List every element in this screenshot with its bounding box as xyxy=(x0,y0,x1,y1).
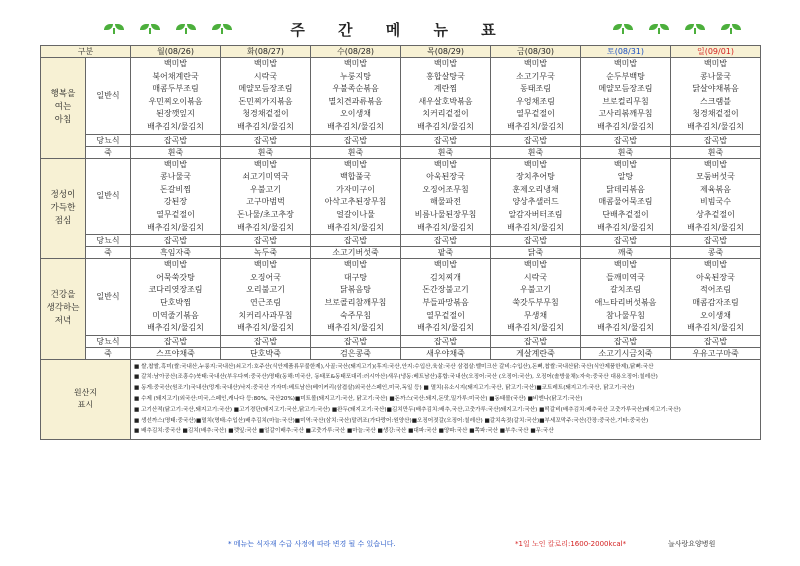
porridge-cell: 닭죽 xyxy=(491,247,581,259)
origin-label-line: 원산지 xyxy=(73,387,98,397)
lunch-diabetic-row xyxy=(41,235,761,247)
menu-cell xyxy=(311,58,401,135)
menu-item: 시락국 xyxy=(523,272,548,282)
menu-item: 매콤물어묵조림 xyxy=(598,197,653,207)
menu-item: 새우살호박볶음 xyxy=(418,96,473,106)
menu-item: 매콤감자조림 xyxy=(692,297,739,307)
menu-item: 우엉채조림 xyxy=(516,96,555,106)
menu-cell xyxy=(581,58,671,135)
menu-item: 백미밥 xyxy=(253,260,278,270)
meal-label-line: 생각하는 xyxy=(46,303,80,314)
page-title: 주 간 메 뉴 표 xyxy=(290,21,510,39)
menu-cell xyxy=(671,158,761,235)
menu-item: 누룽지탕 xyxy=(340,71,371,81)
menu-item: 갈치조림 xyxy=(610,285,641,295)
origin-content xyxy=(131,359,761,440)
menu-item: 고사리볶깨무침 xyxy=(598,109,653,119)
menu-item: 배추김치/물김치 xyxy=(327,222,384,232)
porridge-cell: 흰죽 xyxy=(491,146,581,158)
menu-item: 백미밥 xyxy=(163,260,188,270)
menu-item: 백미밥 xyxy=(343,159,368,169)
menu-item: 백미밥 xyxy=(433,260,458,270)
day-header-wed: 수(08/28) xyxy=(311,46,401,58)
menu-cell xyxy=(311,158,401,235)
menu-item: 해물파전 xyxy=(430,197,461,207)
origin-row xyxy=(41,359,761,440)
menu-item: 동태조림 xyxy=(520,84,551,94)
breakfast-regular-row xyxy=(41,58,761,135)
porridge-cell: 흰죽 xyxy=(671,146,761,158)
menu-item: 아욱된장국 xyxy=(426,172,465,182)
meal-label-line: 저녁 xyxy=(54,316,72,327)
menu-item: 제육볶음 xyxy=(700,184,731,194)
menu-item: 우불족순볶음 xyxy=(332,84,379,94)
breakfast-porridge-row xyxy=(41,146,761,158)
diabetic-cell: 잡곡밥 xyxy=(491,335,581,347)
menu-item: 백미밥 xyxy=(343,59,368,68)
origin-line: ■ 수제 (돼지고기(외국산:미국,스페인,캐나다 등:80%, 국산20%)■미트볼(돼지고기:국산, 닭고기:국산) ■돈까스(국산:돼지,돈맛,밀가루:미국산) ■동태볼(국산) ■비엔나(닭고기:국산) xyxy=(134,396,583,403)
menu-item: 소고기무국 xyxy=(516,71,555,81)
porridge-cell: 흰죽 xyxy=(131,146,221,158)
porridge-cell: 단호박죽 xyxy=(221,347,311,359)
menu-item: 닭데리볶음 xyxy=(606,184,645,194)
menu-cell xyxy=(491,58,581,135)
menu-cell xyxy=(221,58,311,135)
meal-label-line: 행복을 xyxy=(50,89,76,100)
menu-item: 순두부백탕 xyxy=(606,71,645,81)
menu-item: 알탕 xyxy=(617,172,634,182)
menu-item: 우불고기 xyxy=(250,184,281,194)
menu-item: 청경채겉절이 xyxy=(692,109,739,119)
day-header-sun: 일(09/01) xyxy=(671,46,761,58)
menu-item: 콩나물국 xyxy=(700,71,731,81)
menu-cell xyxy=(581,259,671,336)
menu-item: 고구마범벅 xyxy=(246,197,285,207)
menu-item: 돈나물/초고추장 xyxy=(237,209,294,219)
gubun-header: 구분 xyxy=(41,46,131,58)
origin-line: ■ 생선까스(명태:중국산)■멸치(명태:수입산)배추김치(마늘:국산)■미역:국산(삼치:국산)말려조(가다랑어:원양산)■오징어젓갈(오징어:칠레산) ■갈치속젓(갈치:국산)■부세꼬막주:국산(간장:중국산,기타:중국산) xyxy=(134,417,649,424)
diabetic-cell: 잡곡밥 xyxy=(131,235,221,247)
diabetic-label: 당뇨식 xyxy=(86,335,131,347)
menu-item: 쇠고기미역국 xyxy=(242,172,289,182)
menu-item: 배추김치/물김치 xyxy=(147,222,204,232)
menu-item: 오리불고기 xyxy=(246,285,285,295)
menu-cell xyxy=(221,259,311,336)
origin-line: ■ 동게:중국산(원조기)국내산(멍게:국내산)낙지:중국산 가자미:베트남산(베이커리(삼겹살)외국산스페인,미국,독일 등) ■ 멸치(유소시지(돼지고기:국산, 닭고기:국산)■코트레트(돼지고기:국산, 닭고기:국산) xyxy=(134,385,635,392)
meal-label-line: 정성이 xyxy=(50,189,76,200)
diabetic-cell: 잡곡밥 xyxy=(401,335,491,347)
breakfast-diabetic-row xyxy=(41,134,761,146)
menu-item: 백미밥 xyxy=(613,159,638,169)
menu-item: 단호박찜 xyxy=(160,297,191,307)
menu-item: 북어채계란국 xyxy=(152,71,199,81)
porridge-cell: 녹두죽 xyxy=(221,247,311,259)
menu-item: 강된장 xyxy=(163,197,188,207)
menu-item: 홍합살탕국 xyxy=(426,71,465,81)
menu-cell xyxy=(401,158,491,235)
menu-cell xyxy=(401,58,491,135)
menu-item: 김치찌개 xyxy=(430,272,461,282)
breakfast-label xyxy=(41,58,86,159)
menu-item: 아삭고추된장무침 xyxy=(324,197,387,207)
regular-label: 일반식 xyxy=(86,158,131,235)
origin-label xyxy=(41,359,131,440)
menu-item: 무생채 xyxy=(523,310,548,320)
meal-label-line: 가득한 xyxy=(50,202,76,213)
diabetic-cell: 잡곡밥 xyxy=(581,235,671,247)
origin-line: ■ 고기산적(닭고기:국산,돼지고기:국산) ■고기경단(돼지고기:국산,닭고기:국산) ■완두(돼지고기:국산)■김치만두(배추김치:배추,국산,고춧가루:국산)돼지고기:국산) ■떡갈비(배추김치:배추국산 고춧가루국산)돼지고기:국산) xyxy=(134,406,681,413)
dinner-porridge-row xyxy=(41,347,761,359)
diabetic-cell: 잡곡밥 xyxy=(311,335,401,347)
menu-item: 메얄모듬장조림 xyxy=(598,84,653,94)
menu-item: 대구탕 xyxy=(343,272,368,282)
notice-footnote: * 메뉴는 식자재 수급 사정에 따라 변경 될 수 있습니다. xyxy=(228,540,396,548)
porridge-cell: 소고기시금치죽 xyxy=(581,347,671,359)
porridge-cell: 흰죽 xyxy=(401,146,491,158)
menu-item: 배추김치/물김치 xyxy=(327,121,384,131)
menu-item: 백미밥 xyxy=(433,159,458,169)
menu-item: 배추김치/물김치 xyxy=(237,222,294,232)
menu-item: 알감자버터조림 xyxy=(508,209,563,219)
menu-item: 배추김치/물김치 xyxy=(417,323,474,333)
porridge-cell: 흰죽 xyxy=(221,146,311,158)
dinner-label xyxy=(41,259,86,360)
menu-item: 배추김치/물김치 xyxy=(507,323,564,333)
menu-item: 백미밥 xyxy=(703,59,728,68)
menu-item: 장치추어탕 xyxy=(516,172,555,182)
menu-cell xyxy=(221,158,311,235)
menu-item: 오징어조무침 xyxy=(422,184,469,194)
facility-name: 늘사랑요양병원 xyxy=(668,540,716,548)
porridge-cell: 팥죽 xyxy=(401,247,491,259)
menu-item: 닭볶음탕 xyxy=(340,285,371,295)
diabetic-cell: 잡곡밥 xyxy=(131,134,221,146)
menu-item: 미역줄기볶음 xyxy=(152,310,199,320)
menu-item: 부들파망볶음 xyxy=(422,297,469,307)
menu-item: 오이생채 xyxy=(700,310,731,320)
menu-item: 아욱된장국 xyxy=(696,272,735,282)
menu-item: 돈간장불고기 xyxy=(422,285,469,295)
menu-item: 시락국 xyxy=(253,71,278,81)
header-row xyxy=(41,46,761,58)
meal-label-line: 아침 xyxy=(54,115,72,126)
diabetic-cell: 잡곡밥 xyxy=(491,134,581,146)
regular-label: 일반식 xyxy=(86,259,131,336)
porridge-cell: 검은콩죽 xyxy=(311,347,401,359)
menu-item: 배추김치/물김치 xyxy=(687,222,744,232)
lunch-regular-row xyxy=(41,158,761,235)
day-header-fri: 금(08/30) xyxy=(491,46,581,58)
diabetic-label: 당뇨식 xyxy=(86,235,131,247)
menu-item: 코다리엿장조림 xyxy=(148,285,203,295)
diabetic-cell: 잡곡밥 xyxy=(221,235,311,247)
menu-item: 된장깻잎지 xyxy=(156,109,195,119)
menu-cell xyxy=(491,158,581,235)
menu-item: 돈갈비찜 xyxy=(160,184,191,194)
menu-item: 계란찜 xyxy=(433,84,458,94)
menu-item: 돈민찌가지볶음 xyxy=(238,96,293,106)
menu-item: 오이생채 xyxy=(340,109,371,119)
origin-line: ■ 배추김치:중국산 ■김치(배추:국산) ■깻잎:국산 ■얼갈이배추:국산 ■고춧가루:국산 ■마늘:국산 ■생강:국산 ■대파:국산 ■양파:국산 ■쪽파:국산 ■부추:국산 ■무:국산 xyxy=(134,428,554,435)
porridge-cell: 게살계란죽 xyxy=(491,347,581,359)
porridge-label: 죽 xyxy=(86,146,131,158)
menu-cell xyxy=(491,259,581,336)
porridge-cell: 새우야채죽 xyxy=(401,347,491,359)
menu-item: 브로콜리참깨무침 xyxy=(324,297,387,307)
day-header-tue: 화(08/27) xyxy=(221,46,311,58)
menu-item: 배추김치/물김치 xyxy=(597,323,654,333)
diabetic-cell: 잡곡밥 xyxy=(671,134,761,146)
menu-item: 배추김치/물김치 xyxy=(147,121,204,131)
menu-item: 적어조림 xyxy=(700,285,731,295)
diabetic-cell: 잡곡밥 xyxy=(401,235,491,247)
porridge-cell: 흰죽 xyxy=(311,146,401,158)
menu-item: 치커리겉절이 xyxy=(422,109,469,119)
menu-item: 열무겉절이 xyxy=(426,310,465,320)
menu-item: 어묵쑥갓탕 xyxy=(156,272,195,282)
menu-item: 비빔국수 xyxy=(700,197,731,207)
menu-item: 닭살야채볶음 xyxy=(692,84,739,94)
menu-item: 백미밥 xyxy=(523,260,548,270)
diabetic-cell: 잡곡밥 xyxy=(221,134,311,146)
menu-cell xyxy=(671,259,761,336)
menu-item: 백미밥 xyxy=(613,260,638,270)
menu-item: 배추김치/물김치 xyxy=(687,323,744,333)
menu-item: 메얄모듬장조림 xyxy=(238,84,293,94)
diabetic-cell: 잡곡밥 xyxy=(311,235,401,247)
menu-item: 백미밥 xyxy=(613,59,638,68)
menu-item: 오징어국 xyxy=(250,272,281,282)
diabetic-cell: 잡곡밥 xyxy=(491,235,581,247)
menu-item: 배추김치/물김치 xyxy=(147,323,204,333)
diabetic-cell: 잡곡밥 xyxy=(671,335,761,347)
diabetic-label: 당뇨식 xyxy=(86,134,131,146)
origin-line: ■ 쌀,찹쌀,흑미(쌀:국내산,누룽지:국내산)쇠고기:호주산(식안제품류무불한제),사골:국산(돼지고기)(후지:국산,안지:수입산,육살:국산 삼겹살:벨미크산 갈비:수입산),돈뼈,찹쌀:국내산닭:국산(식안제품한제),닭뼈:국산 xyxy=(134,363,654,370)
menu-item: 백합풀국 xyxy=(340,172,371,182)
menu-item: 우불고기 xyxy=(520,285,551,295)
diabetic-cell: 잡곡밥 xyxy=(221,335,311,347)
menu-item: 열무겉절이 xyxy=(156,209,195,219)
diabetic-cell: 잡곡밥 xyxy=(581,335,671,347)
menu-item: 백미밥 xyxy=(703,159,728,169)
day-header-sat: 토(08/31) xyxy=(581,46,671,58)
menu-item: 배추김치/물김치 xyxy=(417,222,474,232)
day-header-mon: 월(08/26) xyxy=(131,46,221,58)
menu-item: 양상추샐러드 xyxy=(512,197,559,207)
lunch-label xyxy=(41,158,86,259)
menu-cell xyxy=(131,158,221,235)
porridge-cell: 흑임자죽 xyxy=(131,247,221,259)
calorie-footnote: *1일 노인 칼로리:1600-2000kcal* xyxy=(515,540,627,548)
diabetic-cell: 잡곡밥 xyxy=(131,335,221,347)
porridge-cell: 우유고구마죽 xyxy=(671,347,761,359)
porridge-cell: 소고기버섯죽 xyxy=(311,247,401,259)
menu-item: 연근조림 xyxy=(250,297,281,307)
menu-item: 콩나물국 xyxy=(160,172,191,182)
menu-item: 브로컬리무침 xyxy=(602,96,649,106)
meal-label-line: 건강을 xyxy=(50,290,76,301)
diabetic-cell: 잡곡밥 xyxy=(311,134,401,146)
menu-item: 상추겉절이 xyxy=(696,209,735,219)
regular-label: 일반식 xyxy=(86,58,131,135)
menu-item: 참나물무침 xyxy=(606,310,645,320)
menu-item: 배추김치/물김치 xyxy=(687,121,744,131)
menu-item: 비름나물된장무침 xyxy=(414,209,477,219)
menu-item: 치커리사과무침 xyxy=(238,310,293,320)
menu-item: 백미밥 xyxy=(703,260,728,270)
diabetic-cell: 잡곡밥 xyxy=(401,134,491,146)
porridge-label: 죽 xyxy=(86,347,131,359)
menu-cell xyxy=(581,158,671,235)
menu-item: 배추김치/물김치 xyxy=(597,222,654,232)
menu-item: 스크램블 xyxy=(700,96,731,106)
origin-line: ■ 갈치:남아공산(조흥수)북태:국내산(부우다찌:중국산)명태(동해:미국산, 동태포&동태포대리:러시아산)새우(냉동:베트남산)홍합:국내산(오징어:국산 (오징어:국산), 오징어(솔방울채):자숙:중국산 대용오징어:칠레산) xyxy=(134,374,658,381)
menu-item: 배추김치/물김치 xyxy=(507,222,564,232)
menu-item: 열무겉절이 xyxy=(516,109,555,119)
menu-cell xyxy=(131,259,221,336)
diabetic-cell: 잡곡밥 xyxy=(671,235,761,247)
porridge-cell: 깨죽 xyxy=(581,247,671,259)
menu-item: 백미밥 xyxy=(253,159,278,169)
porridge-cell: 흰죽 xyxy=(581,146,671,158)
dinner-diabetic-row xyxy=(41,335,761,347)
porridge-cell: 콩죽 xyxy=(671,247,761,259)
menu-cell xyxy=(671,58,761,135)
menu-item: 훈제오리냉채 xyxy=(512,184,559,194)
menu-item: 배추김치/물김치 xyxy=(237,323,294,333)
menu-cell xyxy=(131,58,221,135)
dinner-regular-row xyxy=(41,259,761,336)
menu-item: 배추김치/물김치 xyxy=(597,121,654,131)
day-header-thu: 목(08/29) xyxy=(401,46,491,58)
menu-item: 들깨미역국 xyxy=(606,272,645,282)
weekly-menu-table xyxy=(40,45,761,440)
menu-cell xyxy=(401,259,491,336)
menu-cell xyxy=(311,259,401,336)
menu-item: 백미밥 xyxy=(433,59,458,68)
menu-item: 백미밥 xyxy=(343,260,368,270)
menu-item: 백미밥 xyxy=(523,59,548,68)
menu-item: 우민찌오이볶음 xyxy=(148,96,203,106)
menu-item: 얼갈이나물 xyxy=(336,209,375,219)
menu-item: 배추김치/물김치 xyxy=(507,121,564,131)
menu-item: 백미밥 xyxy=(253,59,278,68)
menu-item: 멸치견과류볶음 xyxy=(328,96,383,106)
porridge-label: 죽 xyxy=(86,247,131,259)
menu-item: 모둠버섯국 xyxy=(696,172,735,182)
menu-item: 애느타리버섯볶음 xyxy=(594,297,657,307)
menu-item: 숙주무침 xyxy=(340,310,371,320)
menu-item: 백미밥 xyxy=(163,59,188,68)
meal-label-line: 여는 xyxy=(54,102,72,113)
menu-item: 청경채겉절이 xyxy=(242,109,289,119)
lunch-porridge-row xyxy=(41,247,761,259)
menu-item: 매콤두부조림 xyxy=(152,84,199,94)
menu-item: 배추김치/물김치 xyxy=(327,323,384,333)
menu-item: 배추김치/물김치 xyxy=(237,121,294,131)
menu-item: 쑥갓두부무침 xyxy=(512,297,559,307)
menu-item: 배추김치/물김치 xyxy=(417,121,474,131)
menu-item: 단배추겉절이 xyxy=(602,209,649,219)
origin-label-line: 표시 xyxy=(77,400,94,410)
menu-item: 백미밥 xyxy=(523,159,548,169)
diabetic-cell: 잡곡밥 xyxy=(581,134,671,146)
porridge-cell: 스프야채죽 xyxy=(131,347,221,359)
meal-label-line: 점심 xyxy=(54,215,72,226)
menu-item: 백미밥 xyxy=(163,159,188,169)
menu-item: 가자미구이 xyxy=(336,184,375,194)
